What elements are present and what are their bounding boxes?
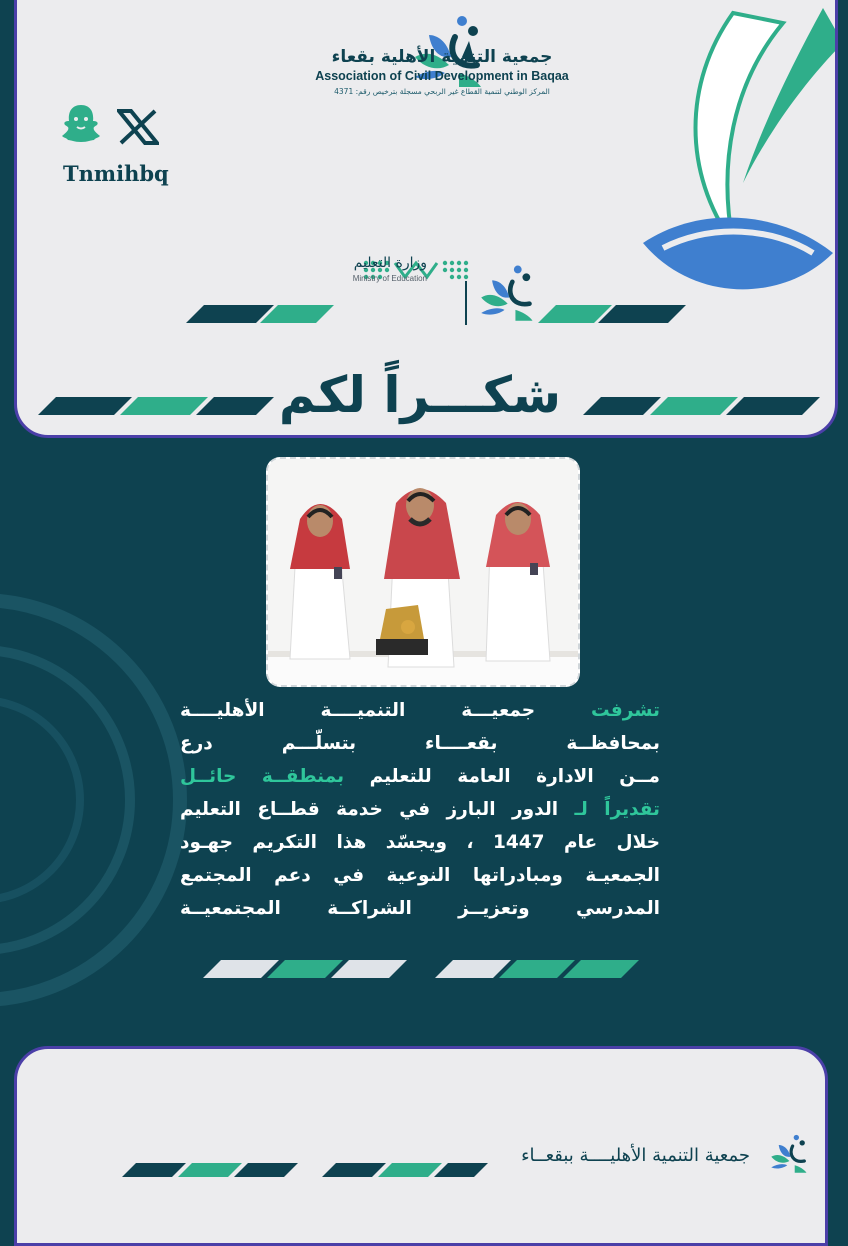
logo-divider	[465, 281, 467, 325]
stripe	[563, 960, 639, 978]
leaf-decoration	[623, 3, 838, 333]
text-line: الجمعيـة ومبادراتها النوعية في دعم المجتمع	[180, 865, 660, 886]
text-line: مــن الادارة العامة للتعليم بمنطقــة حائــل	[180, 766, 660, 787]
org-name-arabic: جمعية التنمية الأهلية بقعاء	[331, 47, 553, 67]
x-icon[interactable]	[117, 109, 159, 145]
stripe	[331, 960, 407, 978]
stripe	[178, 1163, 242, 1177]
org-registration: المركز الوطني لتنمية القطاع غير الربحي مسجلة بترخيص رقم: 4371	[334, 87, 550, 96]
org-name-english: Association of Civil Development in Baqaa	[315, 69, 569, 83]
footer-org-name: جمعية التنمية الأهليــــة ببقعــاء	[521, 1145, 750, 1166]
stripe	[650, 397, 738, 415]
ministry-name-english: Ministry of Education	[352, 274, 427, 283]
stripe	[583, 397, 661, 415]
headline-thank-you: شكـــراً لكم	[278, 366, 562, 424]
text-line: تقديراً لـ الدور البارز في خدمة قطــاع التعليم	[180, 799, 660, 820]
announcement-text	[180, 694, 660, 925]
stripe	[322, 1163, 386, 1177]
association-logo-small	[475, 259, 545, 325]
social-handle[interactable]: Tnmihbq	[63, 161, 169, 186]
stripe	[378, 1163, 442, 1177]
text-line: المدرسي وتعزيــز الشراكــة المجتمعيــة	[180, 898, 660, 919]
stripe	[196, 397, 274, 415]
stripe	[267, 960, 343, 978]
stripe	[122, 1163, 186, 1177]
photo-illustration	[268, 459, 578, 685]
stripe	[435, 960, 511, 978]
association-logo-footer	[767, 1131, 815, 1175]
snapchat-icon[interactable]	[61, 103, 101, 147]
text-line: تشرفت جمعيـــة التنميــــة الأهليــــة	[180, 700, 660, 721]
text-line: خلال عام 1447 ، ويجسّد هذا التكريم جهـود	[180, 832, 660, 853]
text-line: بمحافظــة بقعــــاء بتسلّـــم درع	[180, 733, 660, 754]
stripe	[38, 397, 132, 415]
stripe	[726, 397, 820, 415]
stripe	[499, 960, 575, 978]
stripe	[120, 397, 208, 415]
ministry-name-arabic: وزارة التعليم	[353, 255, 427, 271]
ceremony-photo	[266, 457, 580, 687]
stripe	[234, 1163, 298, 1177]
